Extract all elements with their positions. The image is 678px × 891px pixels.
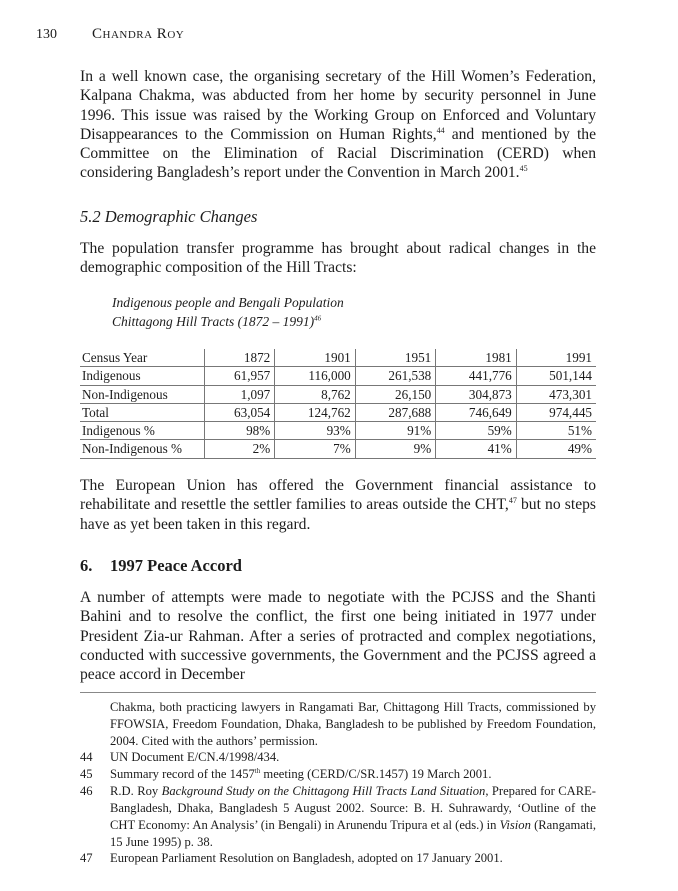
paragraph-text: and mentioned by the Committee on the Elimination of Racial Discrimination (CERD) when considering Bangladesh’s report under the Convention in March 2001.: [80, 125, 596, 182]
footnote-text-part: (Rangamati, 15 June 1995) p. 38.: [110, 818, 596, 849]
table-cell: 7%: [275, 440, 356, 458]
cited-title: Background Study on the Chittagong Hill Tracts Land Situation: [161, 784, 486, 798]
paragraph-kalpana-chakma: [80, 67, 596, 183]
footnote-text-part: Summary record of the 1457: [110, 767, 255, 781]
table-cell: 1,097: [205, 385, 275, 403]
footnote-text: Chakma, both practicing lawyers in Rangamati Bar, Chittagong Hill Tracts, commissioned by FFOWSIA, Freedom Foundation, Dhaka, Bangladesh to be published by Freedom Foundation, 2004. Cited with the authors’ permission.: [110, 700, 596, 748]
footnote-ref-47[interactable]: 47: [508, 496, 517, 506]
population-table: [80, 349, 596, 459]
table-cell: 501,144: [516, 367, 596, 385]
table-cell: 304,873: [436, 385, 517, 403]
table-row-label: Non-Indigenous: [80, 385, 205, 403]
table-row: [80, 367, 596, 385]
table-cell: 61,957: [205, 367, 275, 385]
table-cell: 287,688: [355, 403, 436, 421]
paragraph-text: but no steps have as yet been taken in this regard.: [80, 496, 596, 533]
table-row-label: Census Year: [82, 350, 148, 365]
footnote-text-part: R.D. Roy: [110, 784, 162, 798]
table-row-label: Total: [80, 403, 205, 421]
table-caption-line2: [112, 312, 321, 331]
footnote-47: [80, 850, 596, 867]
footnote-ref-46[interactable]: 46: [314, 314, 322, 323]
table-cell: 1981: [436, 349, 517, 367]
table-cell: 974,445: [516, 403, 596, 421]
table-cell: 441,776: [436, 367, 517, 385]
footnote-text: [110, 783, 596, 851]
footnote-mark: 47: [80, 851, 93, 865]
running-header: [36, 26, 184, 43]
paragraph-european-union: [80, 476, 596, 534]
table-cell: 91%: [355, 422, 436, 440]
table-row-label: Non-Indigenous %: [80, 440, 205, 458]
table-cell: 116,000: [275, 367, 356, 385]
table-cell: 1951: [355, 349, 436, 367]
table-caption-text: Chittagong Hill Tracts (1872 – 1991): [112, 314, 315, 329]
table-cell: 98%: [205, 422, 275, 440]
table-cell: 2%: [205, 440, 275, 458]
table-cell: 59%: [436, 422, 517, 440]
table-row: [80, 440, 596, 458]
footnote-ref-45[interactable]: 45: [519, 164, 528, 174]
section-number: 6.: [80, 556, 93, 575]
footnote-44: [80, 749, 596, 766]
table-cell: 261,538: [355, 367, 436, 385]
page-number: 130: [36, 27, 57, 42]
table-row: [80, 422, 596, 440]
footnote-mark: 45: [80, 767, 93, 781]
paragraph-text: The European Union has offered the Government financial assistance to rehabilitate and resettle the settler families to areas outside the CHT,: [80, 477, 596, 514]
section-title: 1997 Peace Accord: [110, 556, 242, 575]
paragraph-population-transfer: The population transfer programme has brought about radical changes in the demographic composition of the Hill Tracts:: [80, 240, 596, 277]
footnote-mark: 46: [80, 784, 93, 798]
table-cell: 9%: [355, 440, 436, 458]
footnote-mark: 44: [80, 750, 93, 764]
footnote-45: [80, 766, 596, 783]
table-cell: 63,054: [205, 403, 275, 421]
cited-title: Vision: [499, 818, 531, 832]
footnote-ref-44[interactable]: 44: [436, 125, 445, 135]
table-cell: 26,150: [355, 385, 436, 403]
table-row-label: Indigenous: [80, 367, 205, 385]
paragraph-negotiations: A number of attempts were made to negotiate with the PCJSS and the Shanti Bahini and to resolve the conflict, the first one being initiated in 1977 under President Zia-ur Rahman. After a series of protracted and complex negotiations, conducted with successive governments, the Government and the PCJSS agreed a peace accord in December: [80, 589, 596, 684]
table-cell: 124,762: [275, 403, 356, 421]
table-cell: 746,649: [436, 403, 517, 421]
table-cell: 49%: [516, 440, 596, 458]
table-row: [80, 349, 596, 367]
paragraph-text: In a well known case, the organising secretary of the Hill Women’s Federation, Kalpana Chakma, was abducted from her home by security personnel in June 1996. This issue was raised by the Working Group on Enforced and Voluntary Disappearances to the Commission on Human Rights,: [80, 68, 596, 143]
footnote-text: [110, 766, 596, 783]
table-cell: 51%: [516, 422, 596, 440]
table-cell: 8,762: [275, 385, 356, 403]
footnote-text-part: meeting (CERD/C/SR.1457) 19 March 2001.: [260, 767, 492, 781]
section-heading-demographic-changes: 5.2 Demographic Changes: [80, 207, 258, 226]
table-caption-line1: Indigenous people and Bengali Population: [112, 295, 344, 310]
section-heading-peace-accord: [80, 556, 242, 576]
table-row: [80, 385, 596, 403]
footnote-continued: [80, 699, 596, 750]
table-cell: 41%: [436, 440, 517, 458]
running-head-author: Chandra Roy: [92, 26, 185, 42]
footnote-separator: [80, 692, 596, 693]
table-row: [80, 403, 596, 421]
footnote-46: [80, 783, 596, 851]
footnote-text: European Parliament Resolution on Bangladesh, adopted on 17 January 2001.: [110, 851, 503, 865]
ordinal-suffix: th: [254, 766, 261, 775]
footnote-text-part: , Prepared for CARE-Bangladesh, Dhaka, Bangladesh 5 August 2002. Source: B. H. Suhrawardy, ‘Outline of the CHT Economy: An Analysis’ (in Bengali) in Arunendu Tripura et al (eds.) in: [110, 784, 596, 832]
table-cell: 1991: [516, 349, 596, 367]
footnote-text: UN Document E/CN.4/1998/434.: [110, 750, 280, 764]
table-cell: 93%: [275, 422, 356, 440]
table-row-label: Indigenous %: [80, 422, 205, 440]
table-cell: 1872: [205, 349, 275, 367]
table-cell: 473,301: [516, 385, 596, 403]
table-cell: 1901: [275, 349, 356, 367]
